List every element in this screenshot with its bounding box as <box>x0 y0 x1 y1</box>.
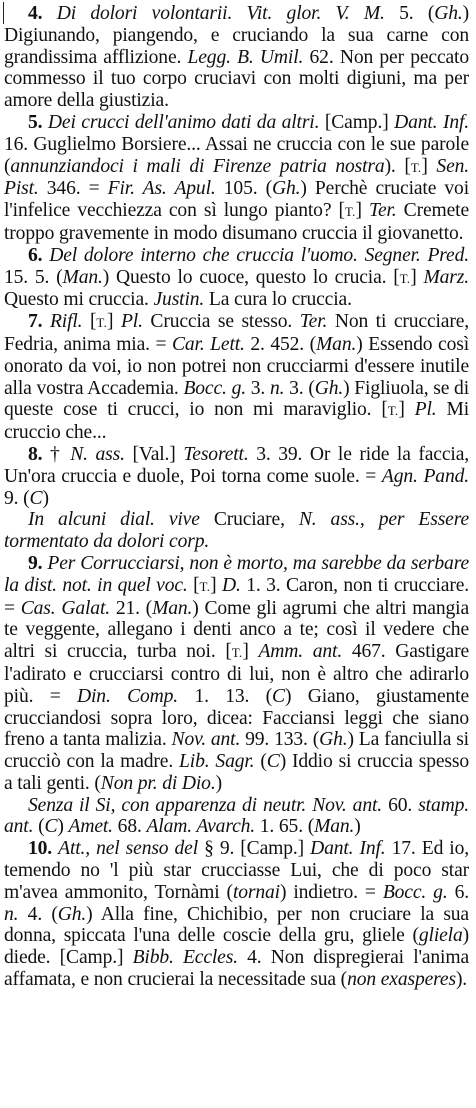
entry-text: ] <box>355 200 369 222</box>
italic-text: Justin. <box>153 289 205 311</box>
entry-text: ) Alla fine, Chichibio, per non cruciare la sua donna, spiccata l'una delle coscie della gru, gliele ( <box>4 903 469 947</box>
entry-text: † <box>42 443 71 465</box>
entry-text: [ <box>82 311 97 333</box>
entry-text: ( <box>254 751 267 773</box>
entry-number: 6. <box>28 244 43 266</box>
entry-number: 7. <box>28 311 43 333</box>
italic-text: Man. <box>152 597 193 619</box>
italic-text: Bocc. g. <box>382 881 448 903</box>
italic-text: Gh. <box>319 729 348 751</box>
entry-text: ) diede. [Camp.] <box>4 925 469 969</box>
italic-text: n. <box>269 377 285 399</box>
italic-text: Non pr. di Dio. <box>100 772 216 794</box>
entry-text: 99. 133. ( <box>240 729 320 751</box>
entry-text: ) Giano, giustamente crucciandosi sopra loro, dicea: Facciansi leggi che siano freno a tanta malizia. <box>4 685 470 751</box>
entry-text: 5. ( <box>384 3 435 24</box>
dictionary-entry <box>4 444 469 509</box>
entry-text: [ <box>187 574 200 596</box>
entry-text: ) indietro. = <box>279 881 383 903</box>
entry-text: [Camp.] <box>319 111 395 133</box>
entry-text: ) La fanciulla si crucciò con la madre. <box>4 729 469 773</box>
entry-text: 346. = <box>38 178 108 200</box>
italic-text: Dei crucci dell'animo dati da altri. <box>47 111 320 133</box>
entry-text: 2. 452. ( <box>244 333 317 355</box>
italic-text: Bibb. Eccles. <box>132 947 238 969</box>
italic-text: Legg. B. Umil. <box>187 46 304 68</box>
entry-text: ] <box>421 155 437 177</box>
entry-text: ) Figliuola, se di queste cose ti crucci, io non mi maraviglio. [ <box>4 377 469 421</box>
dictionary-column <box>4 3 469 991</box>
italic-text: Tesorett. <box>183 443 249 465</box>
entry-text: 9. ( <box>4 487 30 509</box>
italic-text: Agn. Pand. <box>381 465 469 487</box>
italic-text: Gh. <box>271 178 301 200</box>
italic-text: Gh. <box>314 377 344 399</box>
entry-number: 10. <box>28 838 53 860</box>
italic-text: tornai <box>232 881 280 903</box>
entry-text: T. <box>410 159 422 175</box>
entry-text: 17. Ed io, temendo no 'l più star crucciasse Lui, che di poco star m'avea ammonito, Tornàmi ( <box>4 838 469 903</box>
entry-text: ) Essendo così onorato da voi, io non potrei non crucciarmi d'essere inutile alla vostra Accademia. <box>4 333 469 399</box>
entry-text: ] <box>107 311 121 333</box>
italic-text: stamp. ant. <box>4 794 469 838</box>
entry-text: 3. 39. Or le ride la faccia, Un'ora cruccia e duole, Poi torna come suole. = <box>4 443 469 487</box>
italic-text: Ter. <box>299 311 328 333</box>
entry-text: Cruciare, <box>199 509 299 531</box>
entry-text: T. <box>344 204 356 220</box>
dictionary-entry <box>4 838 469 991</box>
entry-text: T. <box>387 403 399 419</box>
entry-text: La cura lo cruccia. <box>204 289 352 311</box>
italic-text: non exasperes <box>347 969 456 991</box>
entry-text: T. <box>399 270 411 286</box>
entry-text: T. <box>96 315 108 331</box>
italic-text: Sen. Pist. <box>4 155 470 200</box>
italic-text: C <box>266 751 280 773</box>
entry-text: ) <box>215 772 222 794</box>
entry-text: 4. ( <box>18 903 58 925</box>
entry-text: 15. 5. ( <box>4 266 63 288</box>
italic-text: Di dolori volontarii. Vit. glor. V. M. <box>56 3 385 24</box>
entry-text: ). [ <box>384 155 411 177</box>
italic-text: Gh. <box>57 903 87 925</box>
italic-text: C <box>272 685 285 707</box>
entry-text: 1. 3. Caron, non ti crucciare. = <box>4 574 470 619</box>
italic-text: Ter. <box>369 200 397 222</box>
entry-text: ) <box>354 816 361 838</box>
italic-text: N. ass., per Essere tormentato da dolori corp. <box>4 509 470 553</box>
entry-text: Mi cruccio che... <box>4 399 470 444</box>
entry-text: 60. <box>382 794 419 816</box>
entry-text: 16. Guglielmo Borsiere... Assai ne cruccia con le sue parole ( <box>4 133 469 177</box>
italic-text: Bocc. g. <box>183 377 246 399</box>
entry-text: ). <box>455 969 468 991</box>
entry-text: [Val.] <box>124 443 184 465</box>
italic-text: Man. <box>314 816 355 838</box>
entry-text: T. <box>199 578 211 594</box>
sub-entry <box>4 795 469 839</box>
entry-text: 4. Non dispregierai l'anima affamata, e non crucierai la necessitade sua ( <box>4 947 469 991</box>
entry-text: ) Questo lo cuoce, questo lo crucia. [ <box>102 266 400 288</box>
entry-text: ) Iddio si cruccia spesso a tali genti. ( <box>4 751 470 794</box>
entry-text: 3. <box>245 377 270 399</box>
italic-text: Nov. ant. <box>171 729 241 751</box>
italic-text: Alam. Avarch. <box>146 816 256 838</box>
entry-text: 3. ( <box>284 377 315 399</box>
sub-entry <box>4 509 469 553</box>
entry-text: ) <box>42 487 49 509</box>
italic-text: Per Corrucciarsi, non è morto, ma sarebbe da serbare la dist. not. in quel voc. <box>4 552 469 596</box>
entry-text: ) Come gli agrumi che altri mangia te veggente, allegano i denti anco a te; così il vedere che altri si cruccia, turba noi. [ <box>4 597 469 663</box>
italic-text: In alcuni dial. vive <box>28 509 200 531</box>
italic-text: Din. Comp. <box>77 685 179 707</box>
italic-text: annunziandoci i mali di Firenze patria nostra <box>10 155 385 177</box>
entry-text <box>42 3 56 24</box>
entry-text <box>42 311 50 332</box>
italic-text: Pl. <box>120 311 143 333</box>
italic-text: Cas. Galat. <box>20 597 110 619</box>
entry-text: 1. 65. ( <box>255 816 315 838</box>
entry-number: 4. <box>28 3 43 24</box>
entry-text: ] <box>242 641 259 663</box>
dictionary-entry <box>4 3 469 112</box>
italic-text: n. <box>4 903 19 925</box>
entry-text: 21. ( <box>109 597 153 619</box>
entry-number: 9. <box>28 552 43 574</box>
italic-text: Gh. <box>434 3 463 24</box>
entry-text: 1. 13. ( <box>178 685 273 707</box>
entry-text: T. <box>231 645 243 661</box>
italic-text: Fir. As. Apul. <box>107 178 216 200</box>
italic-text: Pl. <box>414 399 437 421</box>
italic-text: Marz. <box>423 266 470 288</box>
entry-text: ) Perchè cruciate voi l'infelice vecchiezza con sì lungo pianto? [ <box>4 178 469 222</box>
italic-text: Dant. Inf. <box>394 111 470 133</box>
italic-text: Amm. ant. <box>258 641 343 663</box>
entry-text: ] <box>398 399 415 421</box>
italic-text: Att., nel senso del <box>58 838 199 860</box>
italic-text: N. ass. <box>70 443 125 465</box>
dictionary-entry <box>4 553 469 795</box>
entry-text: Cremete troppo gravemente in modo disumano cruccia il giovanetto. <box>4 200 469 244</box>
entry-number: 8. <box>28 443 43 465</box>
entry-text: ) <box>57 816 69 838</box>
italic-text: D. <box>222 574 241 596</box>
italic-text: Man. <box>62 266 103 288</box>
dictionary-entry <box>4 245 469 311</box>
entry-number: 5. <box>28 111 43 133</box>
entry-text: § 9. [Camp.] <box>198 838 311 860</box>
entry-text: ] <box>410 266 424 288</box>
entry-text: Questo mi cruccia. <box>4 289 154 311</box>
italic-text: Man. <box>316 333 357 355</box>
entry-text: Non ti crucciare, Fedria, anima mia. = <box>4 311 470 355</box>
entry-text: 68. <box>112 816 147 838</box>
italic-text: Senza il Si, con apparenza di neutr. Nov. ant. <box>28 794 383 816</box>
italic-text: gliela <box>418 925 463 947</box>
italic-text: C <box>29 487 43 509</box>
entry-text: 467. Gastigare l'adirato e crucciarsi contro di lui, non è altro che adirarlo più. = <box>4 641 469 707</box>
entry-text: 6. <box>447 881 469 903</box>
dictionary-entry <box>4 311 469 444</box>
italic-text: Dant. Inf. <box>310 838 386 860</box>
italic-text: C <box>44 816 58 838</box>
italic-text: Rifl. <box>49 311 83 333</box>
entry-text: ( <box>33 816 45 838</box>
entry-text: ] <box>210 574 223 596</box>
entry-text: ) Digiunando, piangendo, e cruciando la sua carne con grandissima afflizione. <box>4 3 469 68</box>
entry-text: 62. Non per peccato commesso il tuo corpo cruciavi con molti digiuni, ma per amore della giustizia. <box>4 46 469 112</box>
dictionary-entry <box>4 112 469 245</box>
italic-text: Car. Lett. <box>171 333 245 355</box>
italic-text: Lib. Sagr. <box>179 751 255 773</box>
entry-text: Cruccia se stesso. <box>142 311 300 333</box>
entry-text: 105. ( <box>215 178 272 200</box>
italic-text: Del dolore interno che cruccia l'uomo. Segner. Pred. <box>49 244 469 266</box>
italic-text: Amet. <box>68 816 113 838</box>
